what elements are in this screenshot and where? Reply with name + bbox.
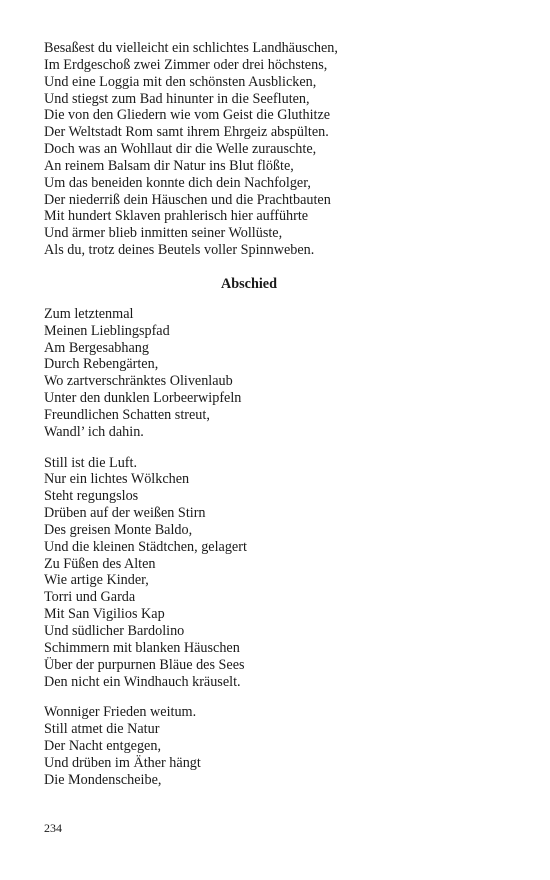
verse-line: Als du, trotz deines Beutels voller Spinnweben. (44, 242, 315, 259)
verse-line: Und südlicher Bardolino (44, 623, 185, 639)
verse-line: Still atmet die Natur (44, 721, 160, 738)
poem-title: Abschied (221, 275, 277, 292)
page-number: 234 (44, 821, 62, 835)
verse-line: Und eine Loggia mit den schönsten Ausblicken, (44, 73, 317, 90)
verse-line: Zum letztenmal (44, 305, 134, 322)
verse-line: Und ärmer blieb inmitten seiner Wollüste, (44, 225, 283, 242)
section-spacer (44, 259, 514, 276)
verse-line: Wonniger Frieden weitum. (44, 704, 197, 721)
verse-line: Drüben auf der weißen Stirn (44, 505, 206, 522)
verse-line: Zu Füßen des Alten (44, 555, 156, 572)
verse-line: Der Weltstadt Rom samt ihrem Ehrgeiz abspülten. (44, 124, 329, 141)
verse-line: Die von den Gliedern wie vom Geist die Gluthitze (44, 107, 331, 124)
verse-line: Meinen Lieblingspfad (44, 322, 170, 339)
verse-line: Steht regungslos (44, 488, 139, 505)
poem-stanza-2 (44, 455, 514, 691)
verse-line: Am Bergesabhang (44, 339, 149, 356)
verse-line: Über der purpurnen Bläue des Sees (44, 656, 245, 673)
verse-line: Im Erdgeschoß zwei Zimmer oder drei höchstens, (44, 56, 328, 73)
verse-line: Um das beneiden konnte dich dein Nachfolger, (44, 174, 311, 191)
verse-line: Mit hundert Sklaven prahlerisch hier aufführte (44, 208, 309, 225)
verse-line: Besaßest du vielleicht ein schlichtes Landhäuschen, (44, 40, 338, 56)
verse-line: Den nicht ein Windhauch kräuselt. (44, 673, 241, 690)
stanza-spacer (44, 690, 514, 704)
verse-line: Und die kleinen Städtchen, gelagert (44, 538, 247, 555)
verse-line: Still ist die Luft. (44, 454, 138, 471)
stanza-spacer (44, 441, 514, 455)
verse-line: Die Mondenscheibe, (44, 771, 162, 788)
verse-line: Durch Rebengärten, (44, 356, 159, 373)
verse-line: Nur ein lichtes Wölkchen (44, 471, 190, 488)
verse-line: Der niederriß dein Häuschen und die Prachtbauten (44, 191, 331, 208)
verse-line: Der Nacht entgegen, (44, 738, 161, 755)
verse-line: Und stiegst zum Bad hinunter in die Seefluten, (44, 90, 310, 107)
verse-line: Torri und Garda (44, 589, 136, 606)
prior-poem-stanza (44, 40, 514, 259)
verse-line: Und drüben im Äther hängt (44, 754, 201, 771)
verse-line: An reinem Balsam dir Natur ins Blut flößte, (44, 157, 294, 174)
verse-line: Wandl’ ich dahin. (44, 423, 144, 440)
verse-line: Wie artige Kinder, (44, 572, 149, 589)
poem-stanza-1 (44, 306, 514, 441)
verse-line: Unter den dunklen Lorbeerwipfeln (44, 390, 242, 407)
poem-stanza-3 (44, 704, 514, 788)
verse-line: Mit San Vigilios Kap (44, 606, 165, 623)
verse-line: Freundlichen Schatten streut, (44, 406, 210, 423)
page-body (44, 40, 514, 789)
verse-line: Doch was an Wohllaut dir die Welle zurauschte, (44, 141, 317, 158)
verse-line: Des greisen Monte Baldo, (44, 521, 193, 538)
verse-line: Wo zartverschränktes Olivenlaub (44, 373, 233, 390)
verse-line: Schimmern mit blanken Häuschen (44, 639, 240, 656)
